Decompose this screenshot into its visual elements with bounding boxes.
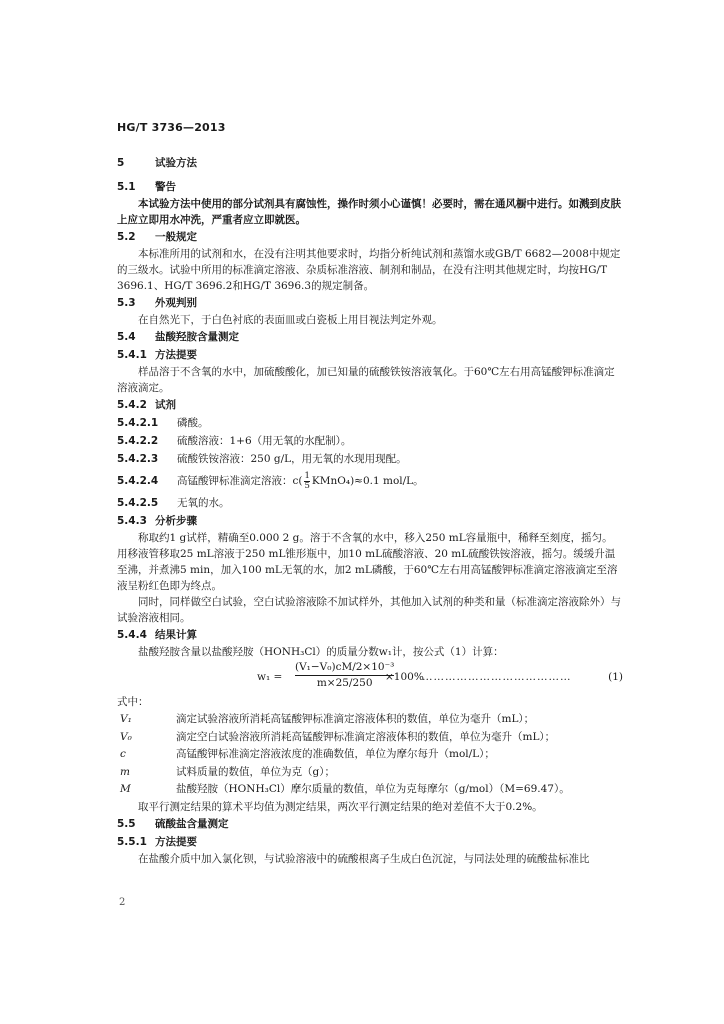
formula-1 — [257, 660, 623, 694]
item-number: 5.4.2.3 — [117, 453, 159, 465]
symbol: c — [120, 748, 126, 760]
item-text: 磷酸。 — [177, 417, 209, 429]
general-rules-paragraph: 本标准所用的试剂和水，在没有注明其他要求时，均指分析纯试剂和蒸馏水或GB/T 6682—2008中规定的三级水。试验中所用的标准滴定溶液、杂质标准溶液、制剂和制品，在没有注明其他规定时，均按HG/T 3696.1、HG/T 3696.2和HG/T 3696.3的规定制备。 — [117, 248, 621, 292]
reagent-item — [117, 450, 623, 468]
section-number: 5.4.3 — [117, 515, 147, 527]
symbol-definition — [117, 729, 623, 747]
warning-paragraph: 本试验方法中使用的部分试剂具有腐蚀性，操作时须小心谨慎！必要时，需在通风橱中进行。如溅到皮肤上应立即用水冲洗，严重者应立即就医。 — [117, 198, 621, 226]
item-text: 无氧的水。 — [177, 497, 230, 509]
symbol-definition — [117, 711, 623, 729]
section-5-1-heading — [117, 178, 623, 196]
item-text: 硫酸铁铵溶液：250 g/L，用无氧的水现用现配。 — [177, 453, 407, 465]
formula-lhs: w₁ = — [257, 671, 283, 683]
section-title: 试剂 — [155, 399, 176, 411]
item-number: 5.4.2.4 — [117, 475, 159, 487]
section-number: 5.2 — [117, 231, 136, 243]
section-title: 盐酸羟胺含量测定 — [155, 331, 239, 343]
symbol-definition — [117, 764, 623, 782]
item-number: 5.4.2.2 — [117, 435, 159, 447]
formula-denominator: m×25/250 — [295, 675, 394, 691]
method-summary-paragraph: 样品溶于不含氧的水中，加硫酸酸化，加已知量的硫酸铁铵溶液氧化。于60℃左右用高锰酸钾标准滴定溶液滴定。 — [117, 366, 615, 394]
section-number: 5.5 — [117, 817, 136, 830]
section-5-3-heading — [117, 294, 623, 312]
section-5-2-heading — [117, 228, 623, 246]
section-number: 5.1 — [117, 181, 136, 193]
section-number: 5.4.4 — [117, 629, 147, 641]
section-number: 5.4 — [117, 331, 136, 343]
formula-leader-dots: ………………………………… — [422, 671, 572, 683]
section-5-4-1-heading — [117, 346, 623, 364]
fraction-denominator: 5 — [304, 480, 310, 491]
section-5-4-3-heading — [117, 512, 623, 530]
result-paragraph: 取平行测定结果的算术平均值为测定结果，两次平行测定结果的绝对差值不大于0.2%。 — [138, 800, 543, 813]
item-text-pre: 高锰酸钾标准滴定溶液：c( — [177, 475, 303, 487]
item-text: 硫酸溶液：1+6（用无氧的水配制）。 — [177, 435, 352, 447]
section-title: 方法提要 — [155, 835, 197, 848]
fraction-numerator: 1 — [304, 470, 310, 481]
where-label: 式中： — [117, 696, 149, 708]
symbol: V₁ — [120, 713, 132, 725]
fraction — [304, 472, 309, 491]
section-number: 5 — [117, 157, 125, 169]
symbol: m — [120, 765, 130, 778]
blank-test-paragraph: 同时，同样做空白试验，空白试验溶液除不加试样外，其他加入试剂的种类和量（标准滴定溶液除外）与试验溶液相同。 — [117, 596, 621, 624]
reagent-item — [117, 494, 623, 512]
symbol-description: 滴定空白试验溶液所消耗高锰酸钾标准滴定溶液体积的数值，单位为毫升（mL）； — [176, 730, 556, 743]
section-number: 5.4.2 — [117, 399, 147, 411]
section-5-5-1-heading — [117, 833, 623, 851]
section-number: 5.4.1 — [117, 349, 147, 361]
symbol-description: 滴定试验溶液所消耗高锰酸钾标准滴定溶液体积的数值，单位为毫升（mL）； — [176, 713, 535, 725]
reagent-item — [117, 414, 623, 432]
section-title: 试验方法 — [155, 157, 197, 169]
sulfate-method-paragraph: 在盐酸介质中加入氯化钡，与试验溶液中的硫酸根离子生成白色沉淀，与同法处理的硫酸盐标准比 — [138, 852, 590, 865]
section-title: 方法提要 — [155, 349, 197, 361]
section-title: 一般规定 — [155, 231, 197, 243]
symbol-description: 试料质量的数值，单位为克（g）； — [176, 765, 335, 778]
section-5-4-4-heading — [117, 626, 623, 644]
item-number: 5.4.2.5 — [117, 497, 159, 509]
section-number: 5.3 — [117, 297, 136, 309]
reagent-item — [117, 468, 623, 494]
appearance-paragraph: 在自然光下，于白色衬底的表面皿或白瓷板上用目视法判定外观。 — [138, 314, 443, 326]
calculation-intro: 盐酸羟胺含量以盐酸羟胺（HONH₃Cl）的质量分数w₁计，按公式（1）计算： — [138, 646, 504, 658]
section-5-4-2-heading — [117, 396, 623, 414]
reagent-item — [117, 432, 623, 450]
page-number: 2 — [119, 897, 126, 908]
symbol-description: 盐酸羟胺（HONH₃Cl）摩尔质量的数值，单位为克每摩尔（g/mol）（M=69.47）。 — [176, 783, 570, 795]
section-title: 结果计算 — [155, 629, 197, 641]
symbol-description: 高锰酸钾标准滴定溶液浓度的准确数值，单位为摩尔每升（mol/L）； — [176, 748, 495, 760]
section-title: 硫酸盐含量测定 — [155, 817, 229, 830]
section-5-heading — [117, 154, 623, 172]
formula-numerator: (V₁−V₀)cM/2×10⁻³ — [295, 661, 395, 673]
item-text-post: KMnO₄)≈0.1 mol/L。 — [311, 475, 424, 487]
symbol-definition — [117, 746, 623, 764]
symbol: M — [120, 783, 131, 795]
section-number: 5.5.1 — [117, 835, 147, 848]
standard-code: HG/T 3736—2013 — [117, 121, 226, 134]
symbol: V₀ — [120, 730, 132, 743]
symbol-definition — [117, 781, 623, 799]
section-5-4-heading — [117, 328, 623, 346]
section-title: 外观判别 — [155, 297, 197, 309]
section-5-5-heading — [117, 815, 623, 833]
document-body — [117, 154, 623, 867]
section-title: 分析步骤 — [155, 515, 197, 527]
formula-fraction — [295, 660, 394, 691]
section-title: 警告 — [155, 181, 176, 193]
equation-number: (1) — [608, 671, 623, 683]
procedure-paragraph: 称取约1 g试样，精确至0.000 2 g。溶于不含氧的水中，移入250 mL容量瓶中，稀释至刻度，摇匀。用移液管移取25 mL溶液于250 mL锥形瓶中，加10 mL硫酸溶液、20 mL硫酸铁铵溶液，摇匀。缓缓升温至沸，并煮沸5 min，加入100 mL无氧的水，加2 mL磷酸，于60℃左右用高锰酸钾标准滴定溶液滴定至溶液呈粉红色即为终点。 — [117, 532, 618, 592]
formula-tail: ×100% — [385, 671, 424, 683]
item-number: 5.4.2.1 — [117, 417, 159, 429]
